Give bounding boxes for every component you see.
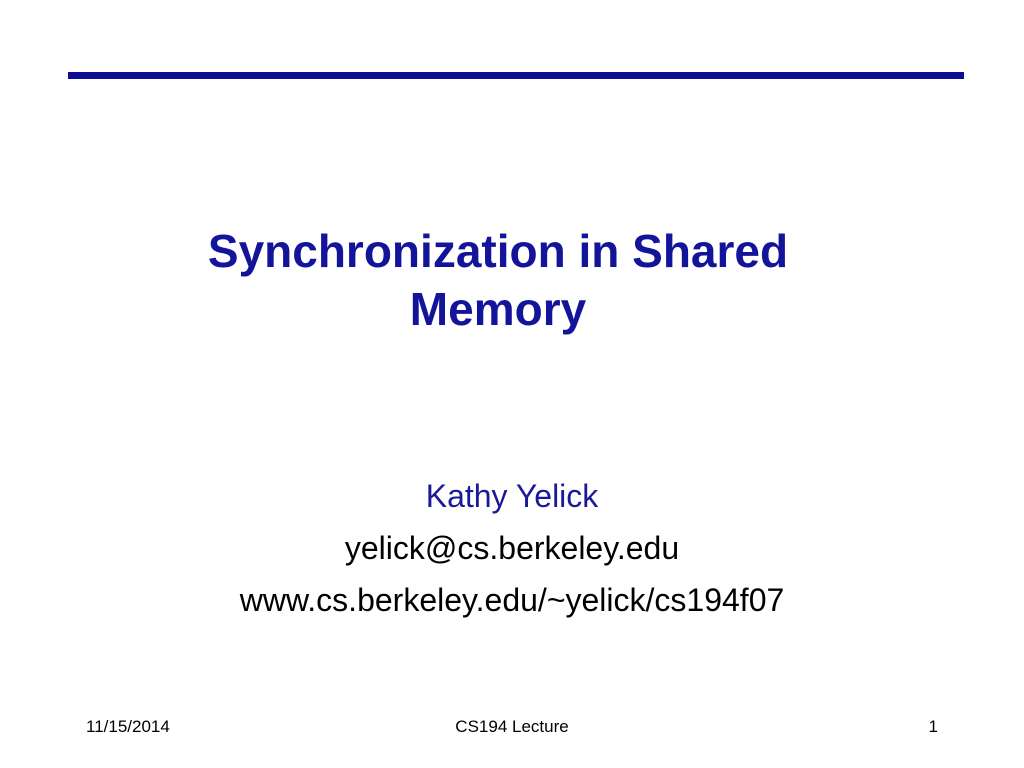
author-url: www.cs.berkeley.edu/~yelick/cs194f07 (239, 582, 785, 618)
author-block (60, 470, 964, 626)
footer-page-number: 1 (928, 717, 938, 736)
slide-title-line1: Synchronization in Shared (207, 225, 789, 277)
slide-title (88, 222, 908, 338)
footer-date: 11/15/2014 (86, 717, 170, 736)
top-rule (68, 72, 964, 79)
author-email: yelick@cs.berkeley.edu (344, 530, 680, 566)
slide-title-line2: Memory (409, 283, 587, 335)
author-name: Kathy Yelick (425, 478, 599, 514)
footer-course: CS194 Lecture (455, 717, 569, 736)
